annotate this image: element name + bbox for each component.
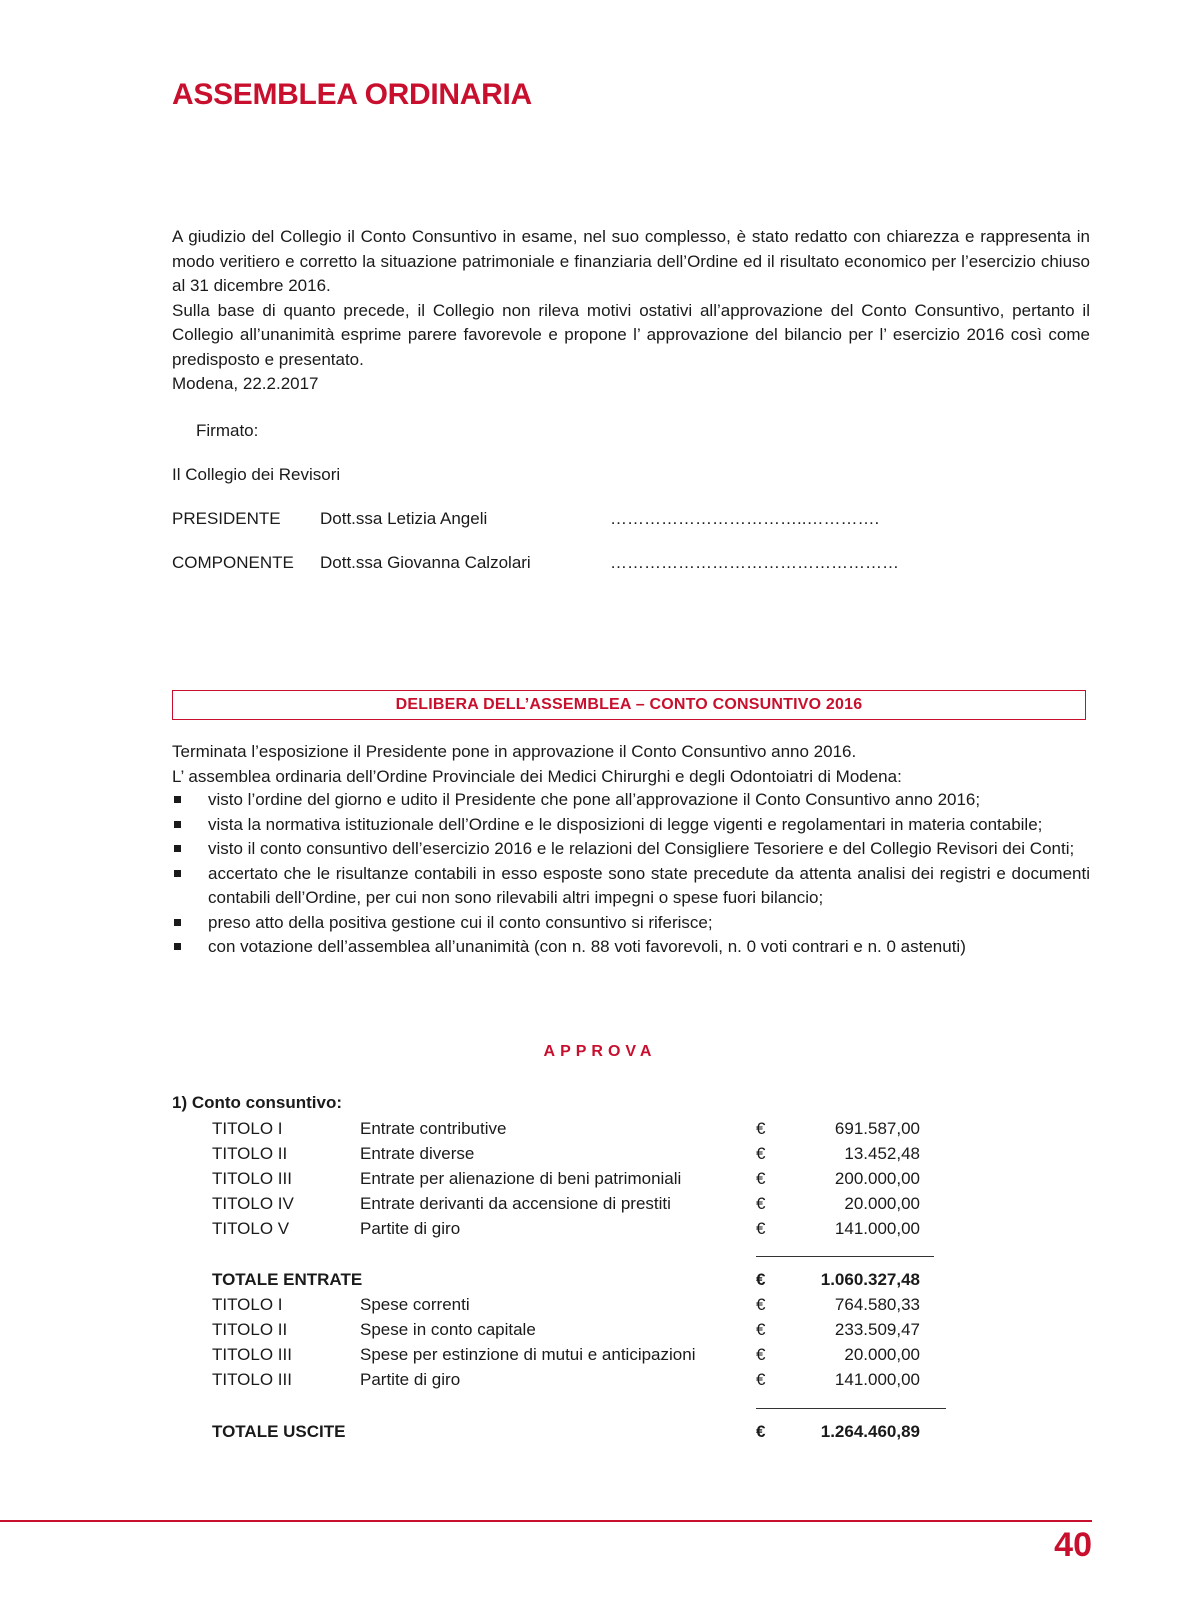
entrate-row: TITOLO II Entrate diverse € 13.452,48 xyxy=(212,1144,920,1163)
signature-line: ……………………………..…………. xyxy=(610,509,880,528)
footer-rule xyxy=(0,1520,1092,1522)
bullet-square-icon xyxy=(174,796,181,803)
delibera-heading-box xyxy=(172,690,1086,720)
bullet-square-icon xyxy=(174,943,181,950)
bullet-square-icon xyxy=(174,821,181,828)
delibera-intro-2: L’ assemblea ordinaria dell’Ordine Provinciale dei Medici Chirurghi e degli Odontoiatri di Modena: xyxy=(172,766,902,786)
opinion-text-1: A giudizio del Collegio il Conto Consuntivo in esame, nel suo complesso, è stato redatto con chiarezza e rappresenta in modo veritiero e corretto la situazione patrimoniale e finanziaria dell’Ordine ed il risultato economico per l’esercizio chiuso al 31 dicembre 2016. xyxy=(172,227,1090,295)
bullet-square-icon xyxy=(174,919,181,926)
signature-name: Dott.ssa Giovanna Calzolari xyxy=(320,553,531,572)
delibera-intro xyxy=(172,740,1090,789)
uscite-row: TITOLO I Spese correnti € 764.580,33 xyxy=(212,1295,920,1314)
uscite-row: TITOLO III Spese per estinzione di mutui e anticipazioni € 20.000,00 xyxy=(212,1345,920,1364)
entrate-row: TITOLO V Partite di giro € 141.000,00 xyxy=(212,1219,920,1238)
signature-line: …………………………………………… xyxy=(610,553,899,572)
entrate-row: TITOLO IV Entrate derivanti da accensione di prestiti € 20.000,00 xyxy=(212,1194,920,1213)
list-item: con votazione dell’assemblea all’unanimità (con n. 88 voti favorevoli, n. 0 voti contrari e n. 0 astenuti) xyxy=(172,935,1090,960)
list-item: vista la normativa istituzionale dell’Ordine e le disposizioni di legge vigenti e regolamentari in materia contabile; xyxy=(172,813,1090,838)
approva-heading: APPROVA xyxy=(543,1043,657,1060)
bullet-square-icon xyxy=(174,870,181,877)
conto-heading: 1) Conto consuntivo: xyxy=(172,1093,342,1112)
delibera-intro-1: Terminata l’esposizione il Presidente pone in approvazione il Conto Consuntivo anno 2016. xyxy=(172,742,857,761)
totale-entrate-row: TOTALE ENTRATE € 1.060.327,48 xyxy=(212,1270,920,1289)
board-name: Il Collegio dei Revisori xyxy=(172,465,341,484)
sum-rule xyxy=(756,1256,934,1257)
signature-name: Dott.ssa Letizia Angeli xyxy=(320,509,488,528)
entrate-row: TITOLO III Entrate per alienazione di beni patrimoniali € 200.000,00 xyxy=(212,1169,920,1188)
signature-role: COMPONENTE xyxy=(172,553,294,572)
place-date: Modena, 22.2.2017 xyxy=(172,374,319,393)
sum-rule xyxy=(756,1408,946,1409)
list-item: visto il conto consuntivo dell’esercizio 2016 e le relazioni del Consigliere Tesoriere e del Collegio Revisori dei Conti; xyxy=(172,837,1090,862)
opinion-text-2: Sulla base di quanto precede, il Collegio non rileva motivi ostativi all’approvazione del Conto Consuntivo, pertanto il Collegio all’unanimità esprime parere favorevole e propone l’ approvazione del bilancio per l’ esercizio 2016 così come predisposto e presentato. xyxy=(172,300,1090,369)
list-item: preso atto della positiva gestione cui il conto consuntivo si riferisce; xyxy=(172,911,1090,936)
delibera-bullet-list xyxy=(172,788,1090,960)
uscite-row: TITOLO III Partite di giro € 141.000,00 xyxy=(212,1370,920,1389)
bullet-square-icon xyxy=(174,845,181,852)
delibera-heading: DELIBERA DELL’ASSEMBLEA – CONTO CONSUNTIVO 2016 xyxy=(395,696,863,713)
page-title: ASSEMBLEA ORDINARIA xyxy=(172,78,532,111)
totale-uscite-row: TOTALE USCITE € 1.264.460,89 xyxy=(212,1422,920,1441)
signature-role: PRESIDENTE xyxy=(172,509,281,528)
list-item: accertato che le risultanze contabili in esso esposte sono state precedute da attenta analisi dei registri e documenti contabili dell’Ordine, per cui non sono rilevabili altri impegni o spese fuori bilancio; xyxy=(172,862,1090,911)
signed-label: Firmato: xyxy=(196,421,259,440)
opinion-paragraph xyxy=(172,225,1090,397)
entrate-row: TITOLO I Entrate contributive € 691.587,00 xyxy=(212,1119,920,1138)
page-number: 40 xyxy=(1054,1526,1092,1564)
uscite-row: TITOLO II Spese in conto capitale € 233.509,47 xyxy=(212,1320,920,1339)
list-item: visto l’ordine del giorno e udito il Presidente che pone all’approvazione il Conto Consuntivo anno 2016; xyxy=(172,788,1090,813)
